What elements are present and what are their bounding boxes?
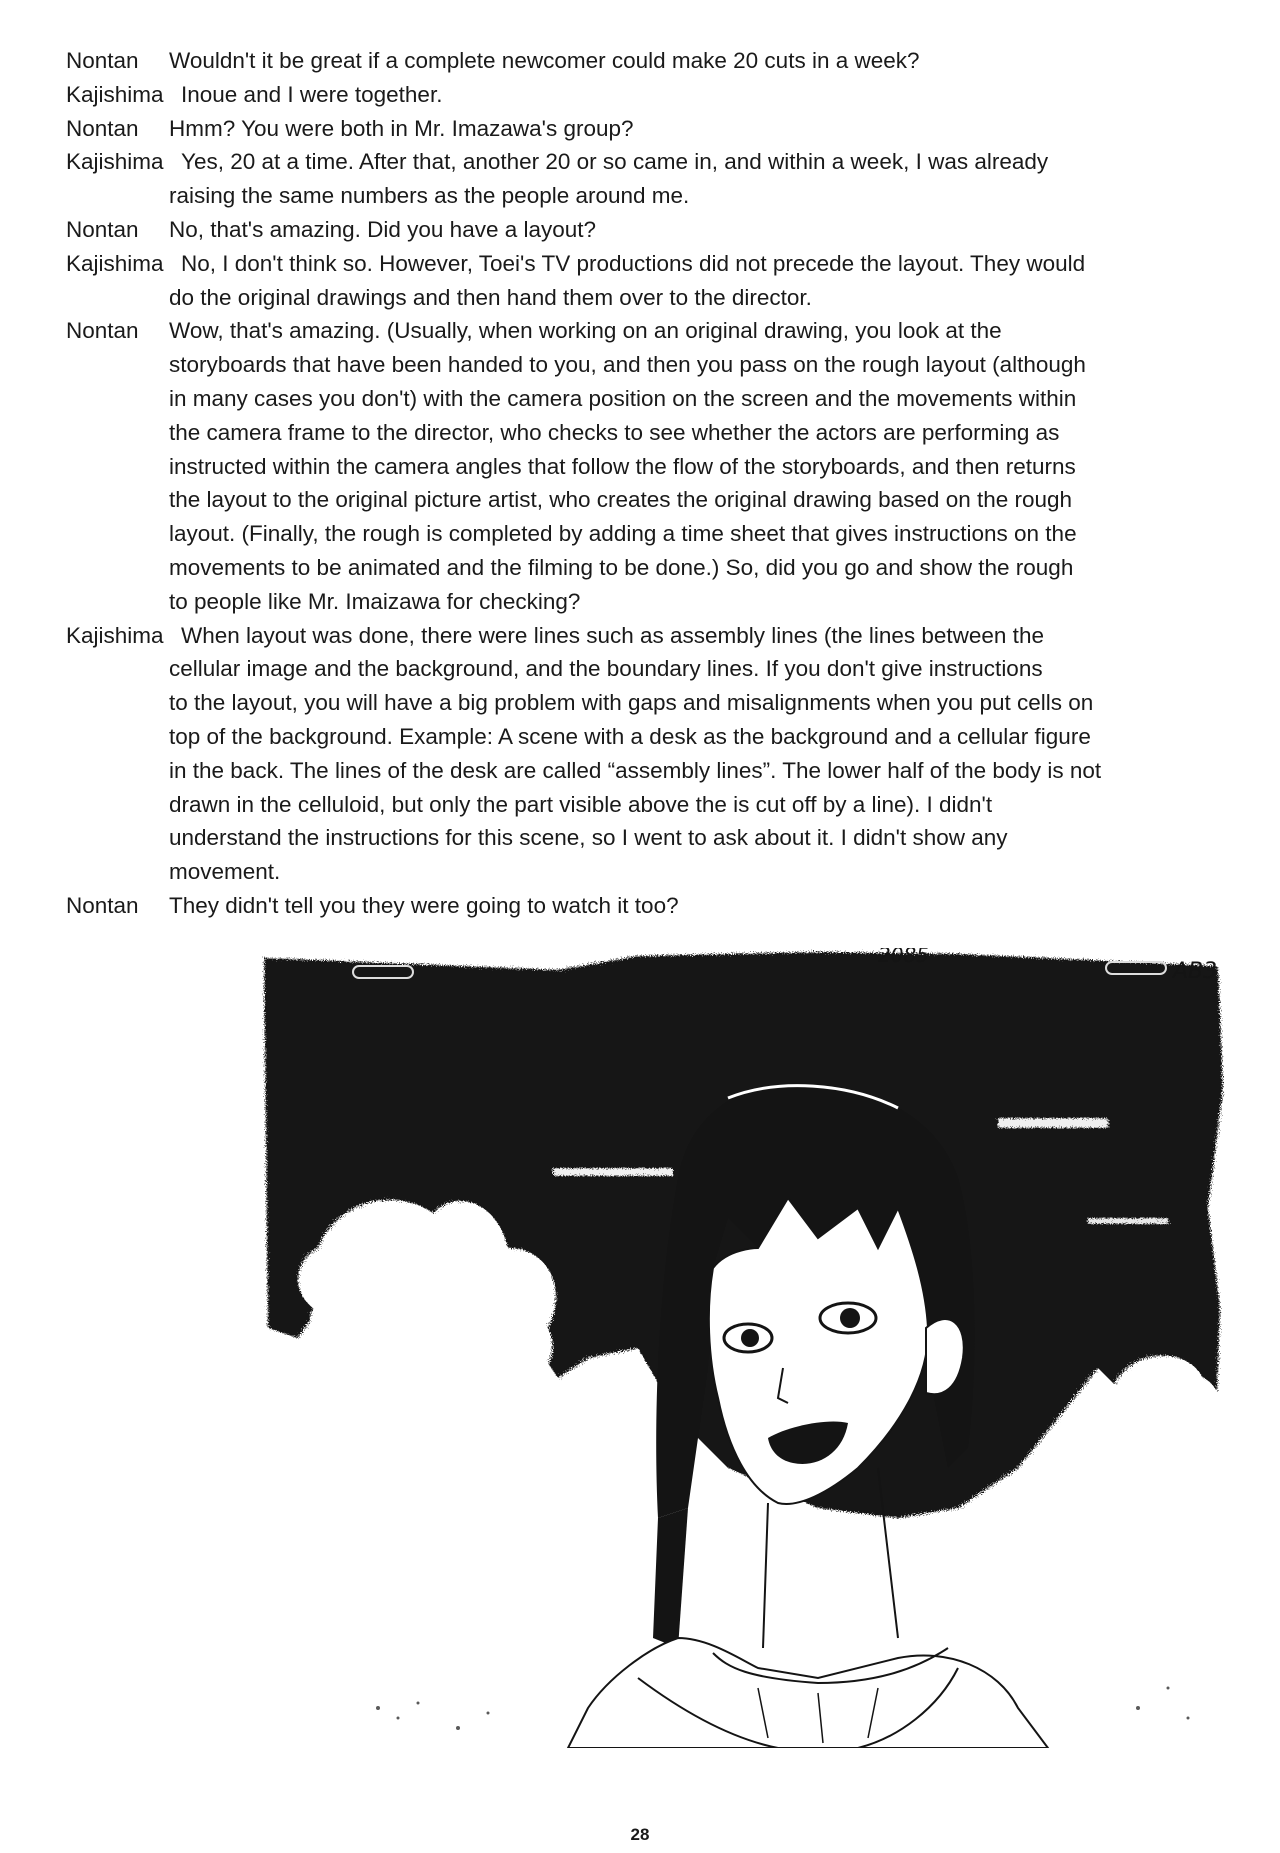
speech-line: When layout was done, there were lines such as assembly lines (the lines between the: [181, 622, 1044, 648]
speech-line: top of the background. Example: A scene with a desk as the background and a cellular figure: [169, 723, 1091, 749]
speech-line: cellular image and the background, and the boundary lines. If you don't give instructions: [169, 656, 1043, 682]
speech-line: instructed within the camera angles that follow the flow of the storyboards, and then returns: [169, 453, 1076, 479]
speech-text: [169, 889, 1246, 923]
dialogue-turn: [66, 213, 1246, 247]
speech-line: They didn't tell you they were going to watch it too?: [169, 892, 679, 918]
speaker-name: Nontan: [66, 48, 139, 73]
dialogue-turn: [66, 314, 1246, 618]
speaker-name: Kajishima: [66, 81, 164, 107]
speech-text: [169, 619, 1246, 889]
speech-text: [169, 213, 1246, 247]
speech-line: Hmm? You were both in Mr. Imazawa's group?: [169, 115, 634, 141]
speech-line: Yes, 20 at a time. After that, another 20 or so came in, and within a week, I was already: [181, 149, 1049, 175]
dialogue-turn: [66, 619, 1246, 889]
speech-line: raising the same numbers as the people around me.: [169, 183, 690, 209]
cut-number-mark: 2085: [878, 948, 929, 967]
interview-dialogue: [66, 44, 1246, 923]
anime-girl-illustration: [258, 948, 1243, 1748]
speech-line: understand the instructions for this scene, so I went to ask about it. I didn't show any: [169, 825, 1008, 851]
dialogue-turn: [66, 889, 1246, 923]
layout-drawing-figure: [258, 948, 1243, 1748]
speech-line: to the layout, you will have a big problem with gaps and misalignments when you put cells on: [169, 690, 1094, 716]
speaker-name: Nontan: [66, 318, 139, 344]
speech-line: Wow, that's amazing. (Usually, when working on an original drawing, you look at the: [169, 318, 1002, 344]
speaker-name: Nontan: [66, 892, 139, 918]
speech-text: [169, 145, 1246, 213]
speaker-name: Kajishima: [66, 149, 164, 175]
speech-line: No, that's amazing. Did you have a layout?: [169, 216, 597, 242]
page-number: 28: [630, 1825, 650, 1844]
speech-line: in many cases you don't) with the camera position on the screen and the movements within: [169, 385, 1077, 411]
speaker-name: Kajishima: [66, 622, 164, 648]
speech-line: Wouldn't it be great if a complete newcomer could make 20 cuts in a week?: [169, 48, 920, 73]
dialogue-turn: [66, 112, 1246, 146]
speech-line: the camera frame to the director, who checks to see whether the actors are performing as: [169, 419, 1060, 445]
speech-line: in the back. The lines of the desk are called “assembly lines”. The lower half of the body is not: [169, 757, 1102, 783]
speech-line: storyboards that have been handed to you, and then you pass on the rough layout (although: [169, 352, 1086, 378]
speech-line: the layout to the original picture artist, who creates the original drawing based on the rough: [169, 487, 1073, 513]
speech-line: movement.: [169, 859, 281, 885]
speech-line: layout. (Finally, the rough is completed by adding a time sheet that gives instructions on the: [169, 521, 1077, 547]
speaker-name: Nontan: [66, 115, 139, 141]
speech-line: Inoue and I were together.: [181, 81, 443, 107]
dialogue-turn: [66, 78, 1246, 112]
speech-line: No, I don't think so. However, Toei's TV productions did not precede the layout. They would: [181, 250, 1086, 276]
speech-line: do the original drawings and then hand them over to the director.: [169, 284, 812, 310]
speech-text: [169, 78, 1246, 112]
dialogue-turn: [66, 44, 1246, 78]
speech-line: movements to be animated and the filming to be done.) So, did you go and show the rough: [169, 554, 1074, 580]
speech-line: to people like Mr. Imaizawa for checking?: [169, 588, 581, 614]
dialogue-turn: [66, 145, 1246, 213]
speech-line: drawn in the celluloid, but only the part visible above the is cut off by a line). I didn't: [169, 791, 993, 817]
speech-text: [169, 44, 1246, 78]
scene-code-mark: AB3: [1173, 959, 1218, 984]
speaker-name: Nontan: [66, 216, 139, 242]
speech-text: [169, 247, 1246, 315]
speech-text: [169, 314, 1246, 618]
dialogue-turn: [66, 247, 1246, 315]
speaker-name: Kajishima: [66, 250, 164, 276]
speech-text: [169, 112, 1246, 146]
